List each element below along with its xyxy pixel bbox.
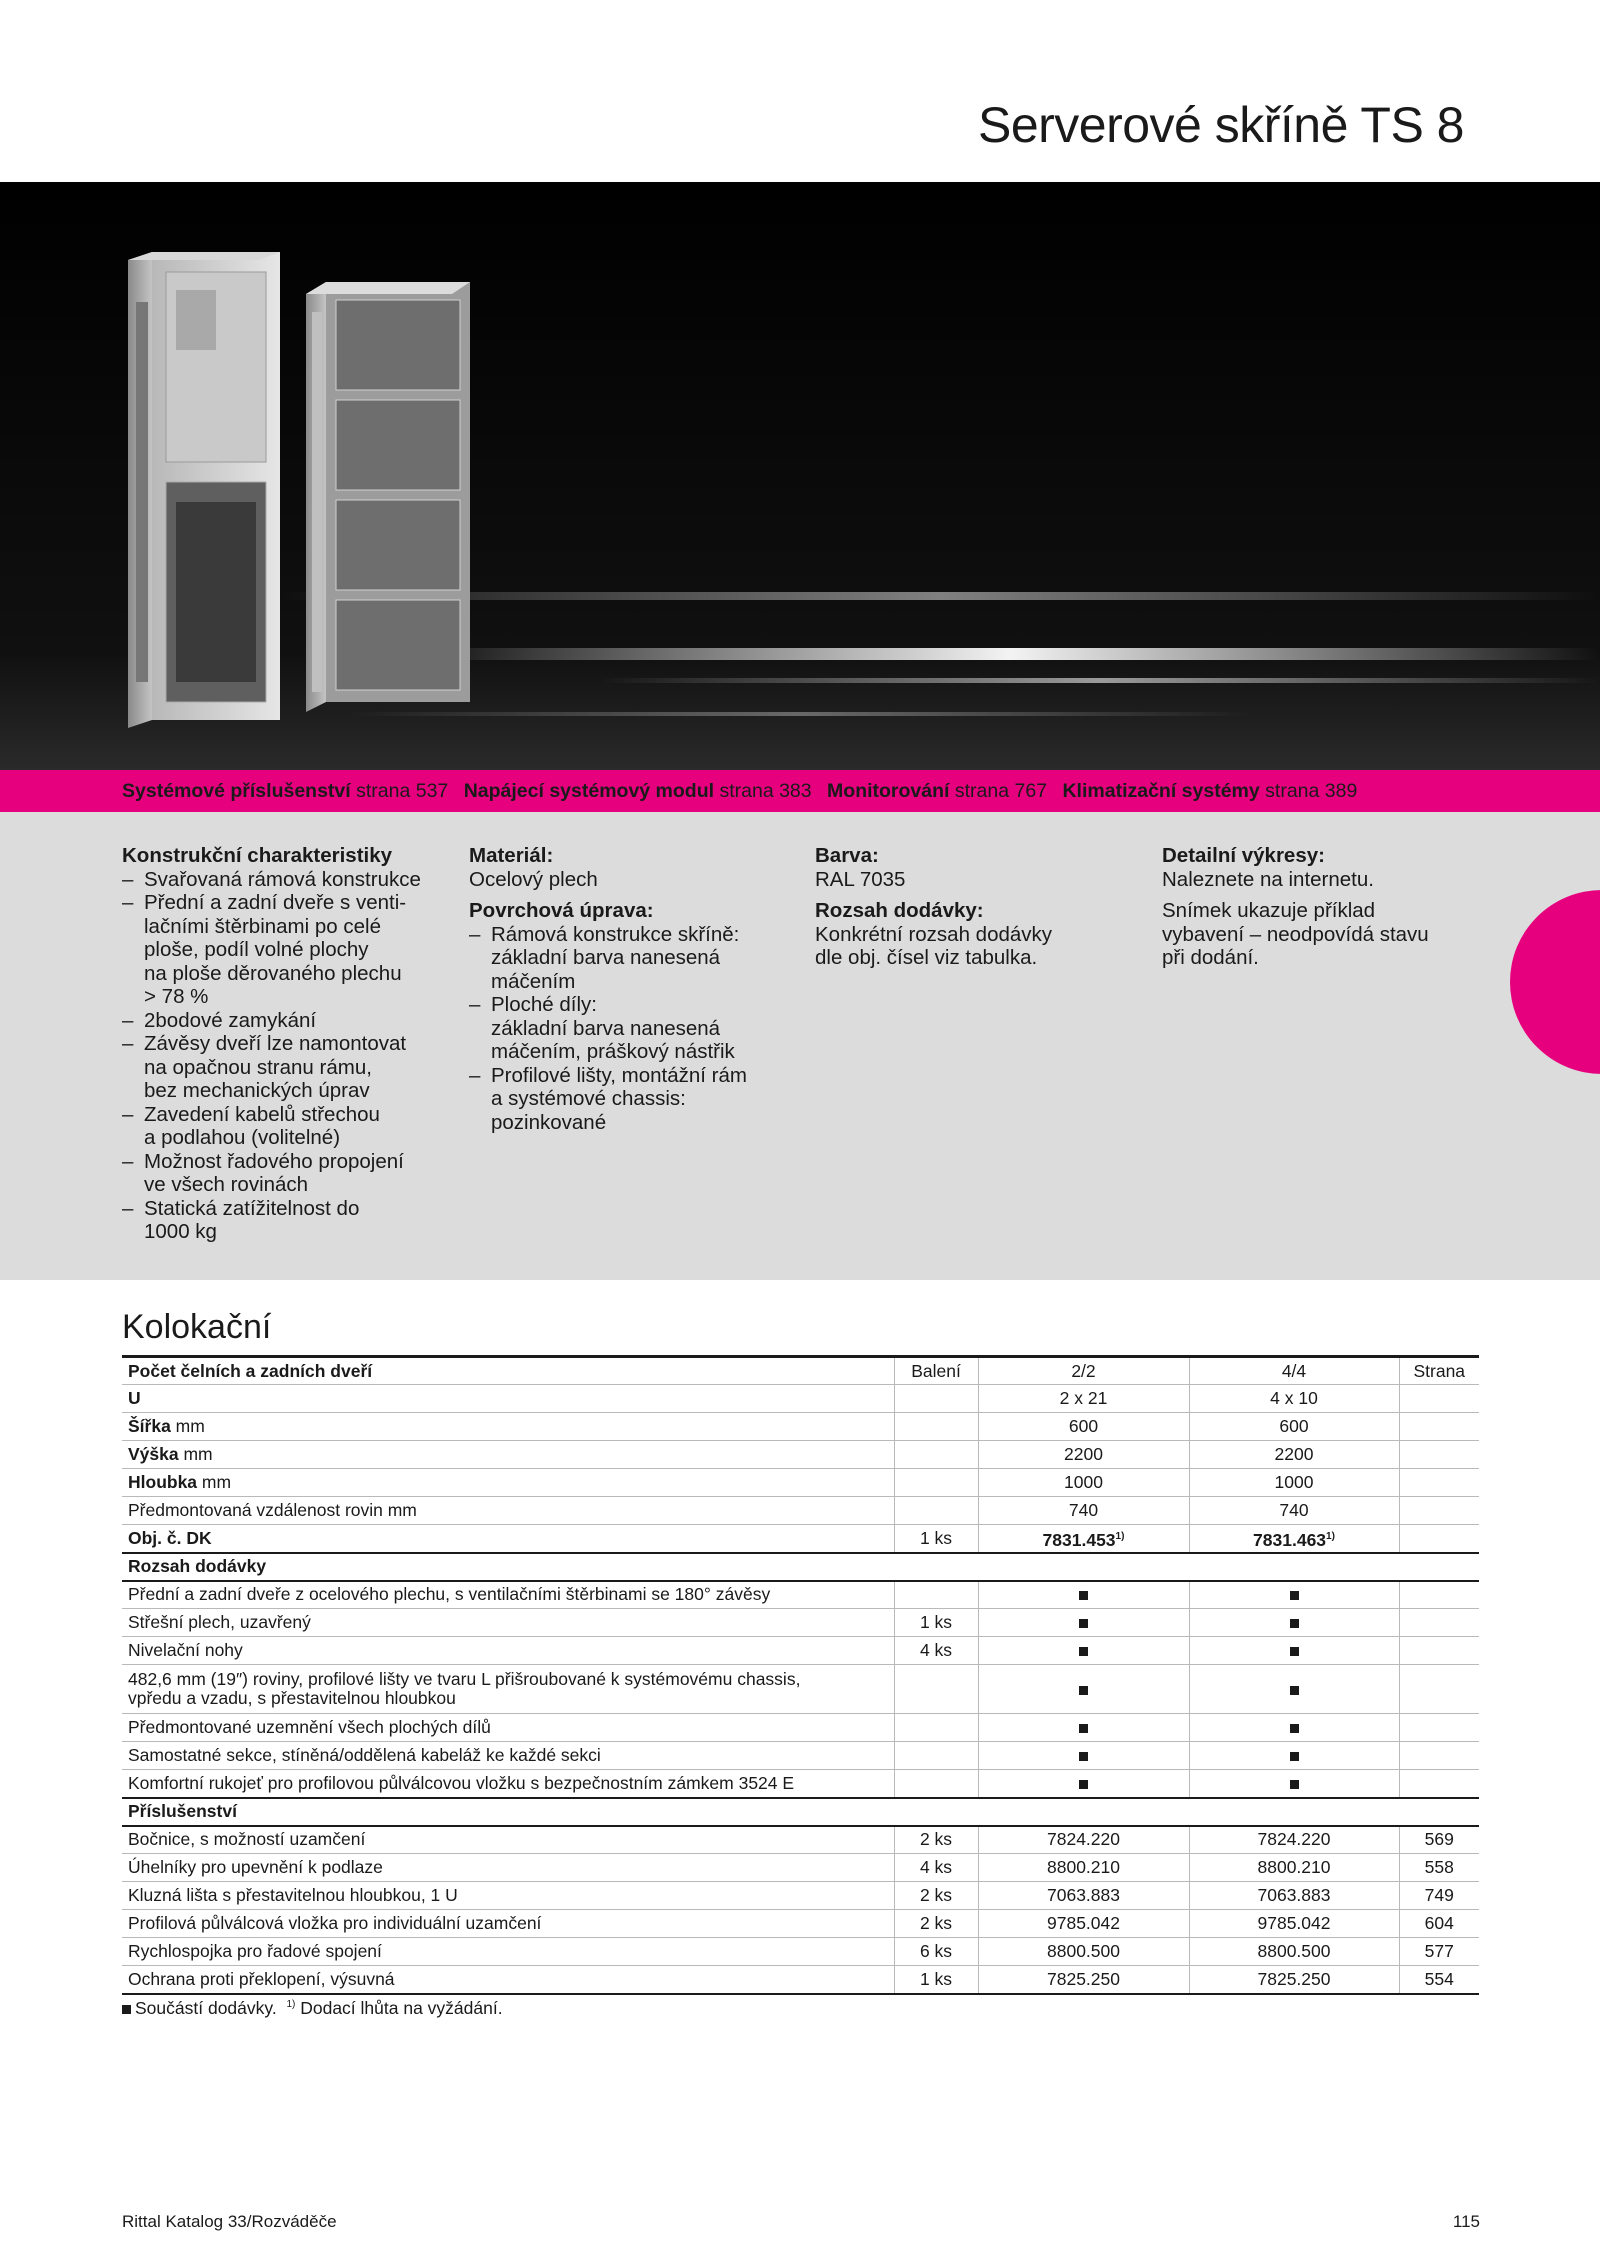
order-number-b[interactable]: 7831.463$^{1)}$ xyxy=(1189,1525,1399,1553)
page-title: Serverové skříně TS 8 xyxy=(977,97,1464,153)
included-bullet-icon xyxy=(1079,1780,1088,1789)
spec-item: – Možnost řadového propojení ve všech rovinách xyxy=(122,1150,442,1197)
footer-catalog: Rittal Katalog 33/Rozváděče xyxy=(122,2212,337,2231)
table-section-title: Kolokační xyxy=(122,1308,272,1346)
included-bullet-icon xyxy=(1079,1724,1088,1733)
spec-construction: Konstrukční charakteristiky – Svařovaná rámová konstrukce – Přední a zadní dveře s venti- lačními štěrbinami po celé ploše, podíl volné plochy na ploše děrovaného plechu > 78 % – 2bodové zamykání – Závěsy dveří lze namontovat na opačnou stranu rámu, bez mechanických úprav – Zavedení kabelů střechou a podlahou (volitelné) – Možnost řadového propojení ve všech rovinách – Statická zatížitelnost do 1000 kg xyxy=(122,844,442,1244)
included-bullet-icon xyxy=(1079,1686,1088,1695)
spec-item: – Přední a zadní dveře s venti- lačními štěrbinami po celé ploše, podíl volné plochy na ploše děrovaného plechu > 78 % xyxy=(122,891,442,1009)
included-bullet-icon xyxy=(1290,1591,1299,1600)
page-number: 115 xyxy=(1452,2212,1480,2231)
spec-material: Materiál: Ocelový plech Povrchová úprava: – Rámová konstrukce skříně: základní barva nanesená máčením – Ploché díly: základní barva nanesená máčením, práškový nástřik – Profilové lišty, montážní rám a systémové chassis: pozinkované xyxy=(469,844,789,1134)
table-row: Rychlospojka pro řadové spojení 6 ks 8800.500 8800.500 577 xyxy=(122,1938,1479,1966)
table-row: Bočnice, s možností uzamčení 2 ks 7824.220 7824.220 569 xyxy=(122,1826,1479,1854)
scope-heading-row: Rozsah dodávky xyxy=(122,1553,1479,1581)
spec-item: – Zavedení kabelů střechou a podlahou (volitelné) xyxy=(122,1103,442,1150)
spec-item: – Statická zatížitelnost do 1000 kg xyxy=(122,1197,442,1244)
included-bullet-icon xyxy=(1079,1647,1088,1656)
table-row: Kluzná lišta s přestavitelnou hloubkou, 1 U 2 ks 7063.883 7063.883 749 xyxy=(122,1882,1479,1910)
spec-item: – Ploché díly: základní barva nanesená máčením, práškový nástřik xyxy=(469,993,789,1064)
table-row: Přední a zadní dveře z ocelového plechu, s ventilačními štěrbinami se 180° závěsy xyxy=(122,1581,1479,1609)
product-photo xyxy=(0,182,1600,770)
table-row: Samostatné sekce, stíněná/oddělená kabeláž ke každé sekci xyxy=(122,1742,1479,1770)
spec-drawings: Detailní výkresy: Naleznete na internetu. Snímek ukazuje příklad vybavení – neodpovídá stavu při dodání. xyxy=(1162,844,1482,970)
table-row: Hloubka mm 1000 1000 xyxy=(122,1469,1479,1497)
product-table xyxy=(122,1355,1479,1995)
spec-item: – Rámová konstrukce skříně: základní barva nanesená máčením xyxy=(469,923,789,994)
xref-power-module[interactable]: Napájecí systémový modul strana 383 xyxy=(463,780,812,802)
table-row: U 2 x 21 4 x 10 xyxy=(122,1385,1479,1413)
order-number-a[interactable]: 7831.453$^{1)}$ xyxy=(978,1525,1189,1553)
spec-item: – Závěsy dveří lze namontovat na opačnou stranu rámu, bez mechanických úprav xyxy=(122,1032,442,1103)
drawings-link[interactable]: Naleznete na internetu. xyxy=(1162,867,1374,891)
included-bullet-icon xyxy=(1290,1724,1299,1733)
order-number-row: Obj. č. DK 1 ks 7831.453$^{1)}$ 7831.463$^{1)}$ xyxy=(122,1525,1479,1553)
included-bullet-icon xyxy=(1290,1752,1299,1761)
table-row: Předmontovaná vzdálenost rovin mm 740 740 xyxy=(122,1497,1479,1525)
included-bullet-icon xyxy=(1079,1752,1088,1761)
included-bullet-icon xyxy=(1290,1686,1299,1695)
xref-accessories[interactable]: Systémové příslušenství strana 537 xyxy=(122,780,449,802)
spec-item: – Profilové lišty, montážní rám a systémové chassis: pozinkované xyxy=(469,1064,789,1135)
table-row: 482,6 mm (19″) roviny, profilové lišty ve tvaru L přišroubované k systémovému chassis, vpředu a vzadu, s přestavitelnou hloubkou xyxy=(122,1665,1479,1714)
included-bullet-icon xyxy=(122,2005,131,2014)
table-row: Předmontované uzemnění všech plochých dílů xyxy=(122,1714,1479,1742)
spec-item: – 2bodové zamykání xyxy=(122,1009,442,1033)
included-bullet-icon xyxy=(1079,1619,1088,1628)
included-bullet-icon xyxy=(1290,1780,1299,1789)
spec-panel xyxy=(0,812,1600,1280)
table-row: Střešní plech, uzavřený 1 ks xyxy=(122,1609,1479,1637)
xref-climate[interactable]: Klimatizační systémy strana 389 xyxy=(1062,780,1358,802)
table-row: Komfortní rukojeť pro profilovou půlválcovou vložku s bezpečnostním zámkem 3524 E xyxy=(122,1770,1479,1798)
table-legend: Součástí dodávky. $^{1)}$ Dodací lhůta na vyžádání. xyxy=(122,1998,503,2019)
table-header-row: Počet čelních a zadních dveří Balení 2/2 4/4 Strana xyxy=(122,1357,1479,1385)
xref-monitoring[interactable]: Monitorování strana 767 xyxy=(827,780,1048,802)
cross-reference-bar xyxy=(0,770,1600,812)
spec-color: Barva: RAL 7035 Rozsah dodávky: Konkrétní rozsah dodávky dle obj. čísel viz tabulka. xyxy=(815,844,1053,969)
table-row: Šířka mm 600 600 xyxy=(122,1413,1479,1441)
included-bullet-icon xyxy=(1079,1591,1088,1600)
table-row: Profilová půlválcová vložka pro individuální uzamčení 2 ks 9785.042 9785.042 604 xyxy=(122,1910,1479,1938)
table-row: Nivelační nohy 4 ks xyxy=(122,1637,1479,1665)
spec-item: – Svařovaná rámová konstrukce xyxy=(122,868,442,892)
table-row: Ochrana proti překlopení, výsuvná 1 ks 7825.250 7825.250 554 xyxy=(122,1966,1479,1994)
table-row: Úhelníky pro upevnění k podlaze 4 ks 8800.210 8800.210 558 xyxy=(122,1854,1479,1882)
accessories-heading-row: Příslušenství xyxy=(122,1798,1479,1826)
table-row: Výška mm 2200 2200 xyxy=(122,1441,1479,1469)
included-bullet-icon xyxy=(1290,1647,1299,1656)
included-bullet-icon xyxy=(1290,1619,1299,1628)
